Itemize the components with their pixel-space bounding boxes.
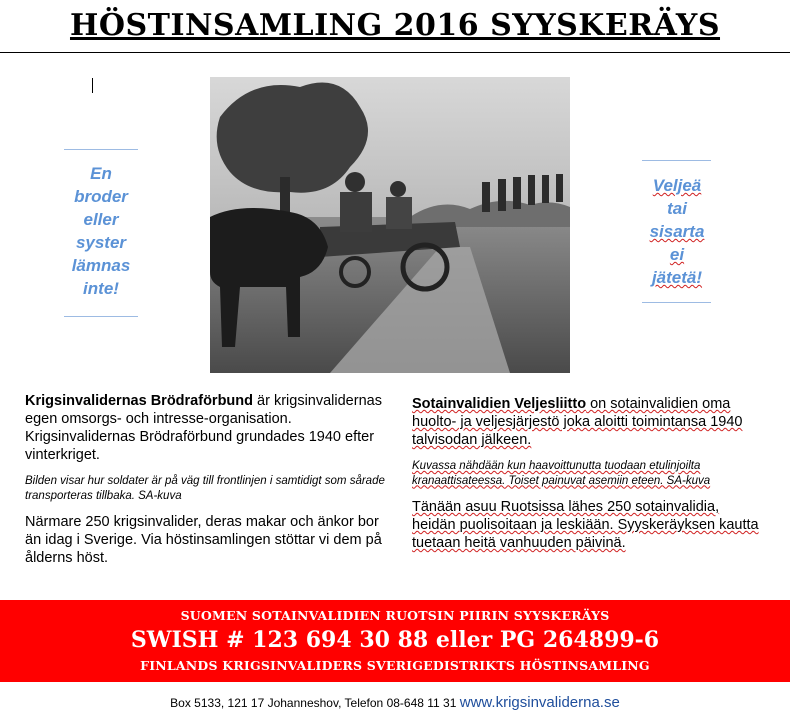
left-body-paragraph: Närmare 250 krigsinvalider, deras makar och änkor bor än idag i Sverige. Via höstinsamlingen stöttar vi dem på ålderns höst. bbox=[25, 514, 382, 566]
right-intro-org-name: Sotainvalidien Veljesliitto bbox=[412, 396, 587, 412]
right-quote-bottom-rule bbox=[642, 302, 711, 303]
left-photo-caption: Bilden visar hur soldater är på väg till frontlinjen i samtidigt som sårade transporteras tillbaka. SA-kuva bbox=[25, 475, 385, 502]
footer-contact bbox=[0, 694, 790, 711]
right-quote-top-rule bbox=[642, 160, 711, 161]
right-quote-line: jätetä! bbox=[651, 268, 703, 287]
left-quote-top-rule bbox=[64, 149, 138, 150]
text-cursor bbox=[92, 78, 93, 93]
left-quote-line: eller bbox=[83, 210, 119, 229]
left-quote-line: En bbox=[90, 164, 112, 183]
war-photo-image bbox=[210, 77, 570, 373]
right-photo-caption: Kuvassa nähdään kun haavoittunutta tuodaan etulinjoilta kranaattisateessa. Toiset painuvat asemiin eteen. SA-kuva bbox=[412, 460, 711, 487]
right-intro-paragraph bbox=[412, 395, 762, 449]
right-quote-line: tai bbox=[667, 199, 687, 218]
left-intro-text: är krigsinvalidernas egen omsorgs- och intresse-organisation. Krigsinvalidernas Brödraförbund grundades 1940 efter vinterkriget. bbox=[25, 393, 382, 463]
left-quote-bottom-rule bbox=[64, 316, 138, 317]
banner-swish-line: SWISH # 123 694 30 88 eller PG 264899-6 bbox=[130, 627, 660, 653]
left-quote-line: inte! bbox=[83, 279, 119, 298]
left-quote-line: lämnas bbox=[71, 256, 131, 275]
footer-website-link[interactable]: www.krigsinvaliderna.se bbox=[459, 694, 620, 711]
left-intro-paragraph bbox=[25, 392, 385, 464]
page-title: HÖSTINSAMLING 2016 SYYSKERÄYS bbox=[69, 8, 721, 43]
war-photo bbox=[210, 77, 570, 373]
left-quote bbox=[55, 162, 147, 300]
banner-finnish-line: SUOMEN SOTAINVALIDIEN RUOTSIN PIIRIN SYYSKERÄYS bbox=[180, 608, 610, 623]
left-column bbox=[25, 392, 385, 567]
donation-banner bbox=[0, 600, 790, 682]
right-quote-line: ei bbox=[669, 245, 685, 264]
right-body-paragraph: Tänään asuu Ruotsissa lähes 250 sotainvalidia, heidän puolisoitaan ja leskiään. Syyskeräyksen kautta tuetaan heitä vanhuuden päivinä. bbox=[412, 499, 759, 551]
left-quote-line: broder bbox=[74, 187, 128, 206]
left-quote-line: syster bbox=[75, 233, 127, 252]
left-intro-org-name: Krigsinvalidernas Brödraförbund bbox=[25, 393, 254, 409]
right-column bbox=[412, 395, 762, 552]
banner-swedish-line: FINLANDS KRIGSINVALIDERS SVERIGEDISTRIKTS HÖSTINSAMLING bbox=[140, 658, 650, 673]
right-quote-line: sisarta bbox=[649, 222, 705, 241]
right-quote-line: Veljeä bbox=[652, 176, 702, 195]
title-divider bbox=[0, 52, 790, 53]
footer-address: Box 5133, 121 17 Johanneshov, Telefon 08-648 11 31 bbox=[170, 696, 460, 710]
right-quote bbox=[630, 174, 724, 289]
right-intro-text: on sotainvalidien oma huolto- ja veljesjärjestö joka aloitti toimintansa 1940 talvisodan jälkeen. bbox=[412, 396, 743, 448]
